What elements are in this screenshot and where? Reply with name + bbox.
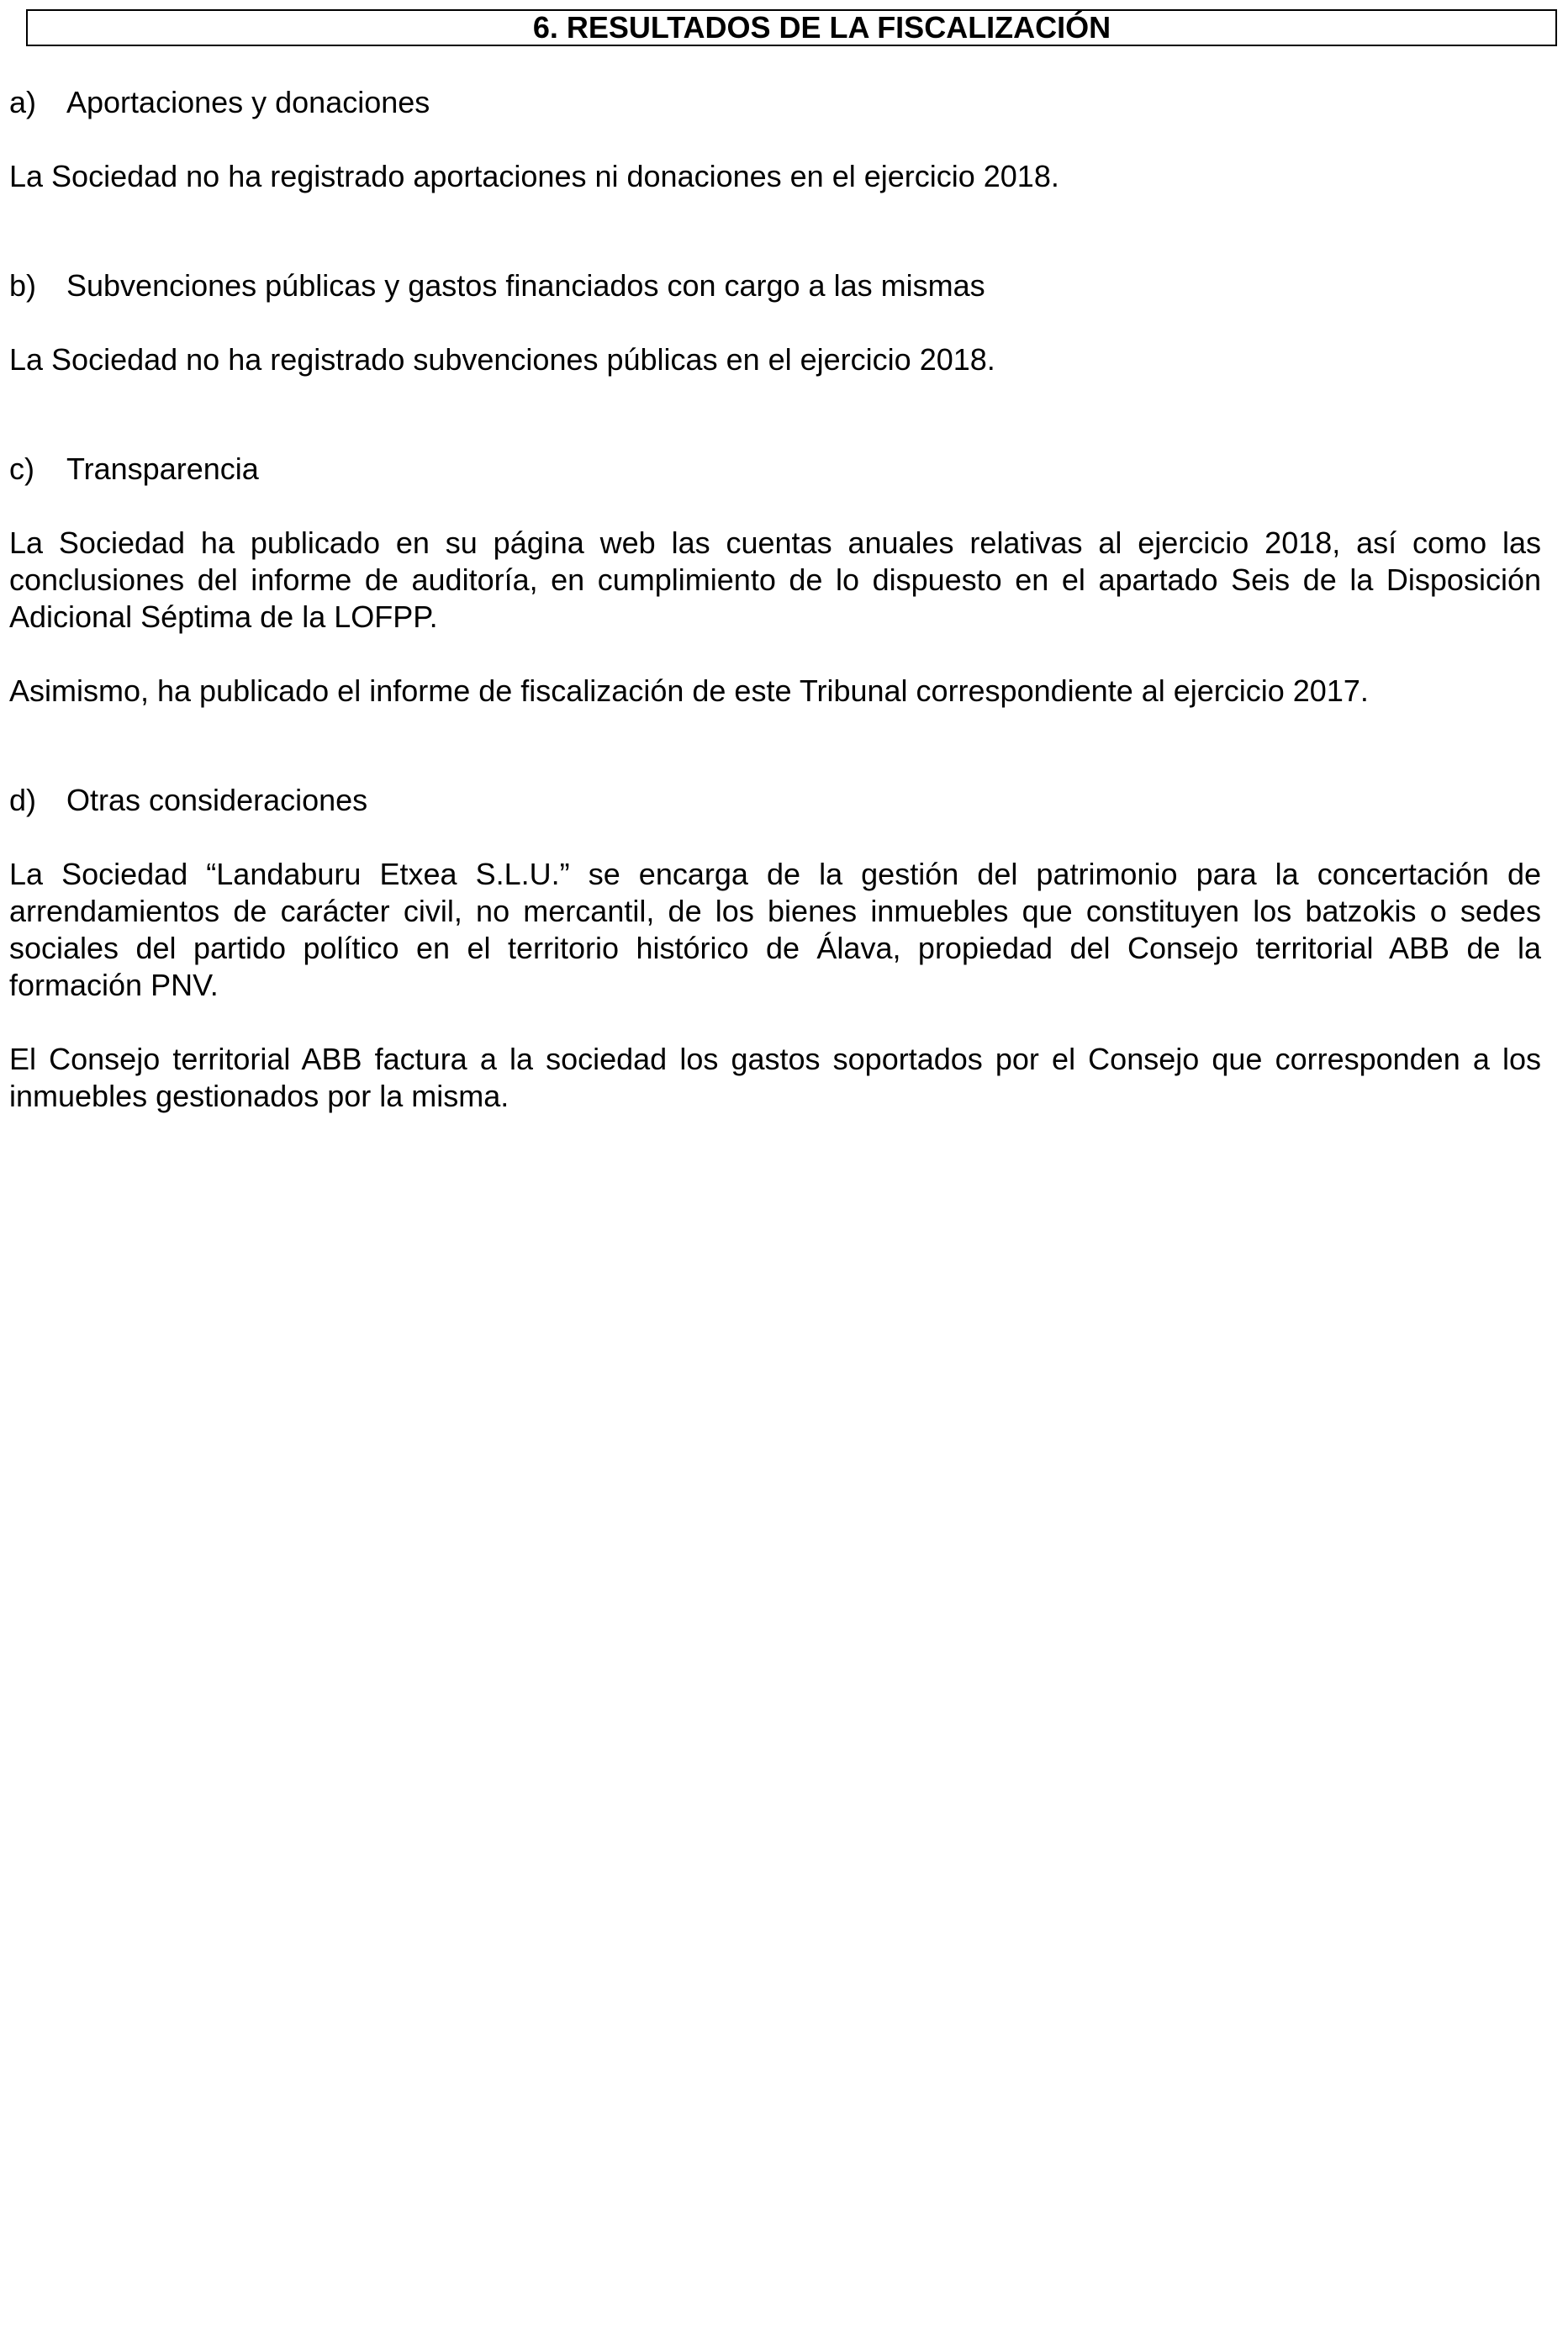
heading-subvenciones bbox=[9, 267, 985, 304]
paragraph-aportaciones: La Sociedad no ha registrado aportaciones ni donaciones en el ejercicio 2018. bbox=[9, 159, 1059, 193]
heading-text: Transparencia bbox=[66, 451, 259, 486]
section-title: 6. RESULTADOS DE LA FISCALIZACIÓN bbox=[532, 10, 1111, 45]
heading-text: Subvenciones públicas y gastos financiados con cargo a las mismas bbox=[66, 268, 985, 303]
heading-transparencia bbox=[9, 451, 259, 488]
paragraph-transparencia-1: La Sociedad ha publicado en su página web las cuentas anuales relativas al ejercicio 2018, así como las conclusiones del informe de auditoría, en cumplimiento de lo dispuesto en el apartado Seis de la Disposición Adicional Séptima de la LOFPP. bbox=[9, 525, 1541, 634]
heading-letter: a) bbox=[9, 85, 37, 119]
paragraph-otras-2: El Consejo territorial ABB factura a la sociedad los gastos soportados por el Consejo que corresponden a los inmuebles gestionados por la misma. bbox=[9, 1042, 1541, 1113]
heading-otras-consideraciones bbox=[9, 782, 367, 819]
paragraph-subvenciones: La Sociedad no ha registrado subvenciones públicas en el ejercicio 2018. bbox=[9, 342, 995, 377]
paragraph-transparencia-2: Asimismo, ha publicado el informe de fiscalización de este Tribunal correspondiente al ejercicio 2017. bbox=[9, 673, 1369, 708]
heading-text: Aportaciones y donaciones bbox=[66, 85, 430, 119]
heading-text: Otras consideraciones bbox=[66, 783, 368, 817]
heading-letter: b) bbox=[9, 268, 37, 303]
paragraph-otras-1: La Sociedad “Landaburu Etxea S.L.U.” se encarga de la gestión del patrimonio para la concertación de arrendamientos de carácter civil, no mercantil, de los bienes inmuebles que constituyen los batzokis o sedes sociales del partido político en el territorio histórico de Álava, propiedad del Consejo territorial ABB de la formación PNV. bbox=[9, 857, 1541, 1002]
heading-letter: c) bbox=[9, 451, 34, 486]
heading-aportaciones bbox=[9, 84, 430, 121]
section-title-box bbox=[26, 9, 1557, 46]
heading-letter: d) bbox=[9, 783, 37, 817]
